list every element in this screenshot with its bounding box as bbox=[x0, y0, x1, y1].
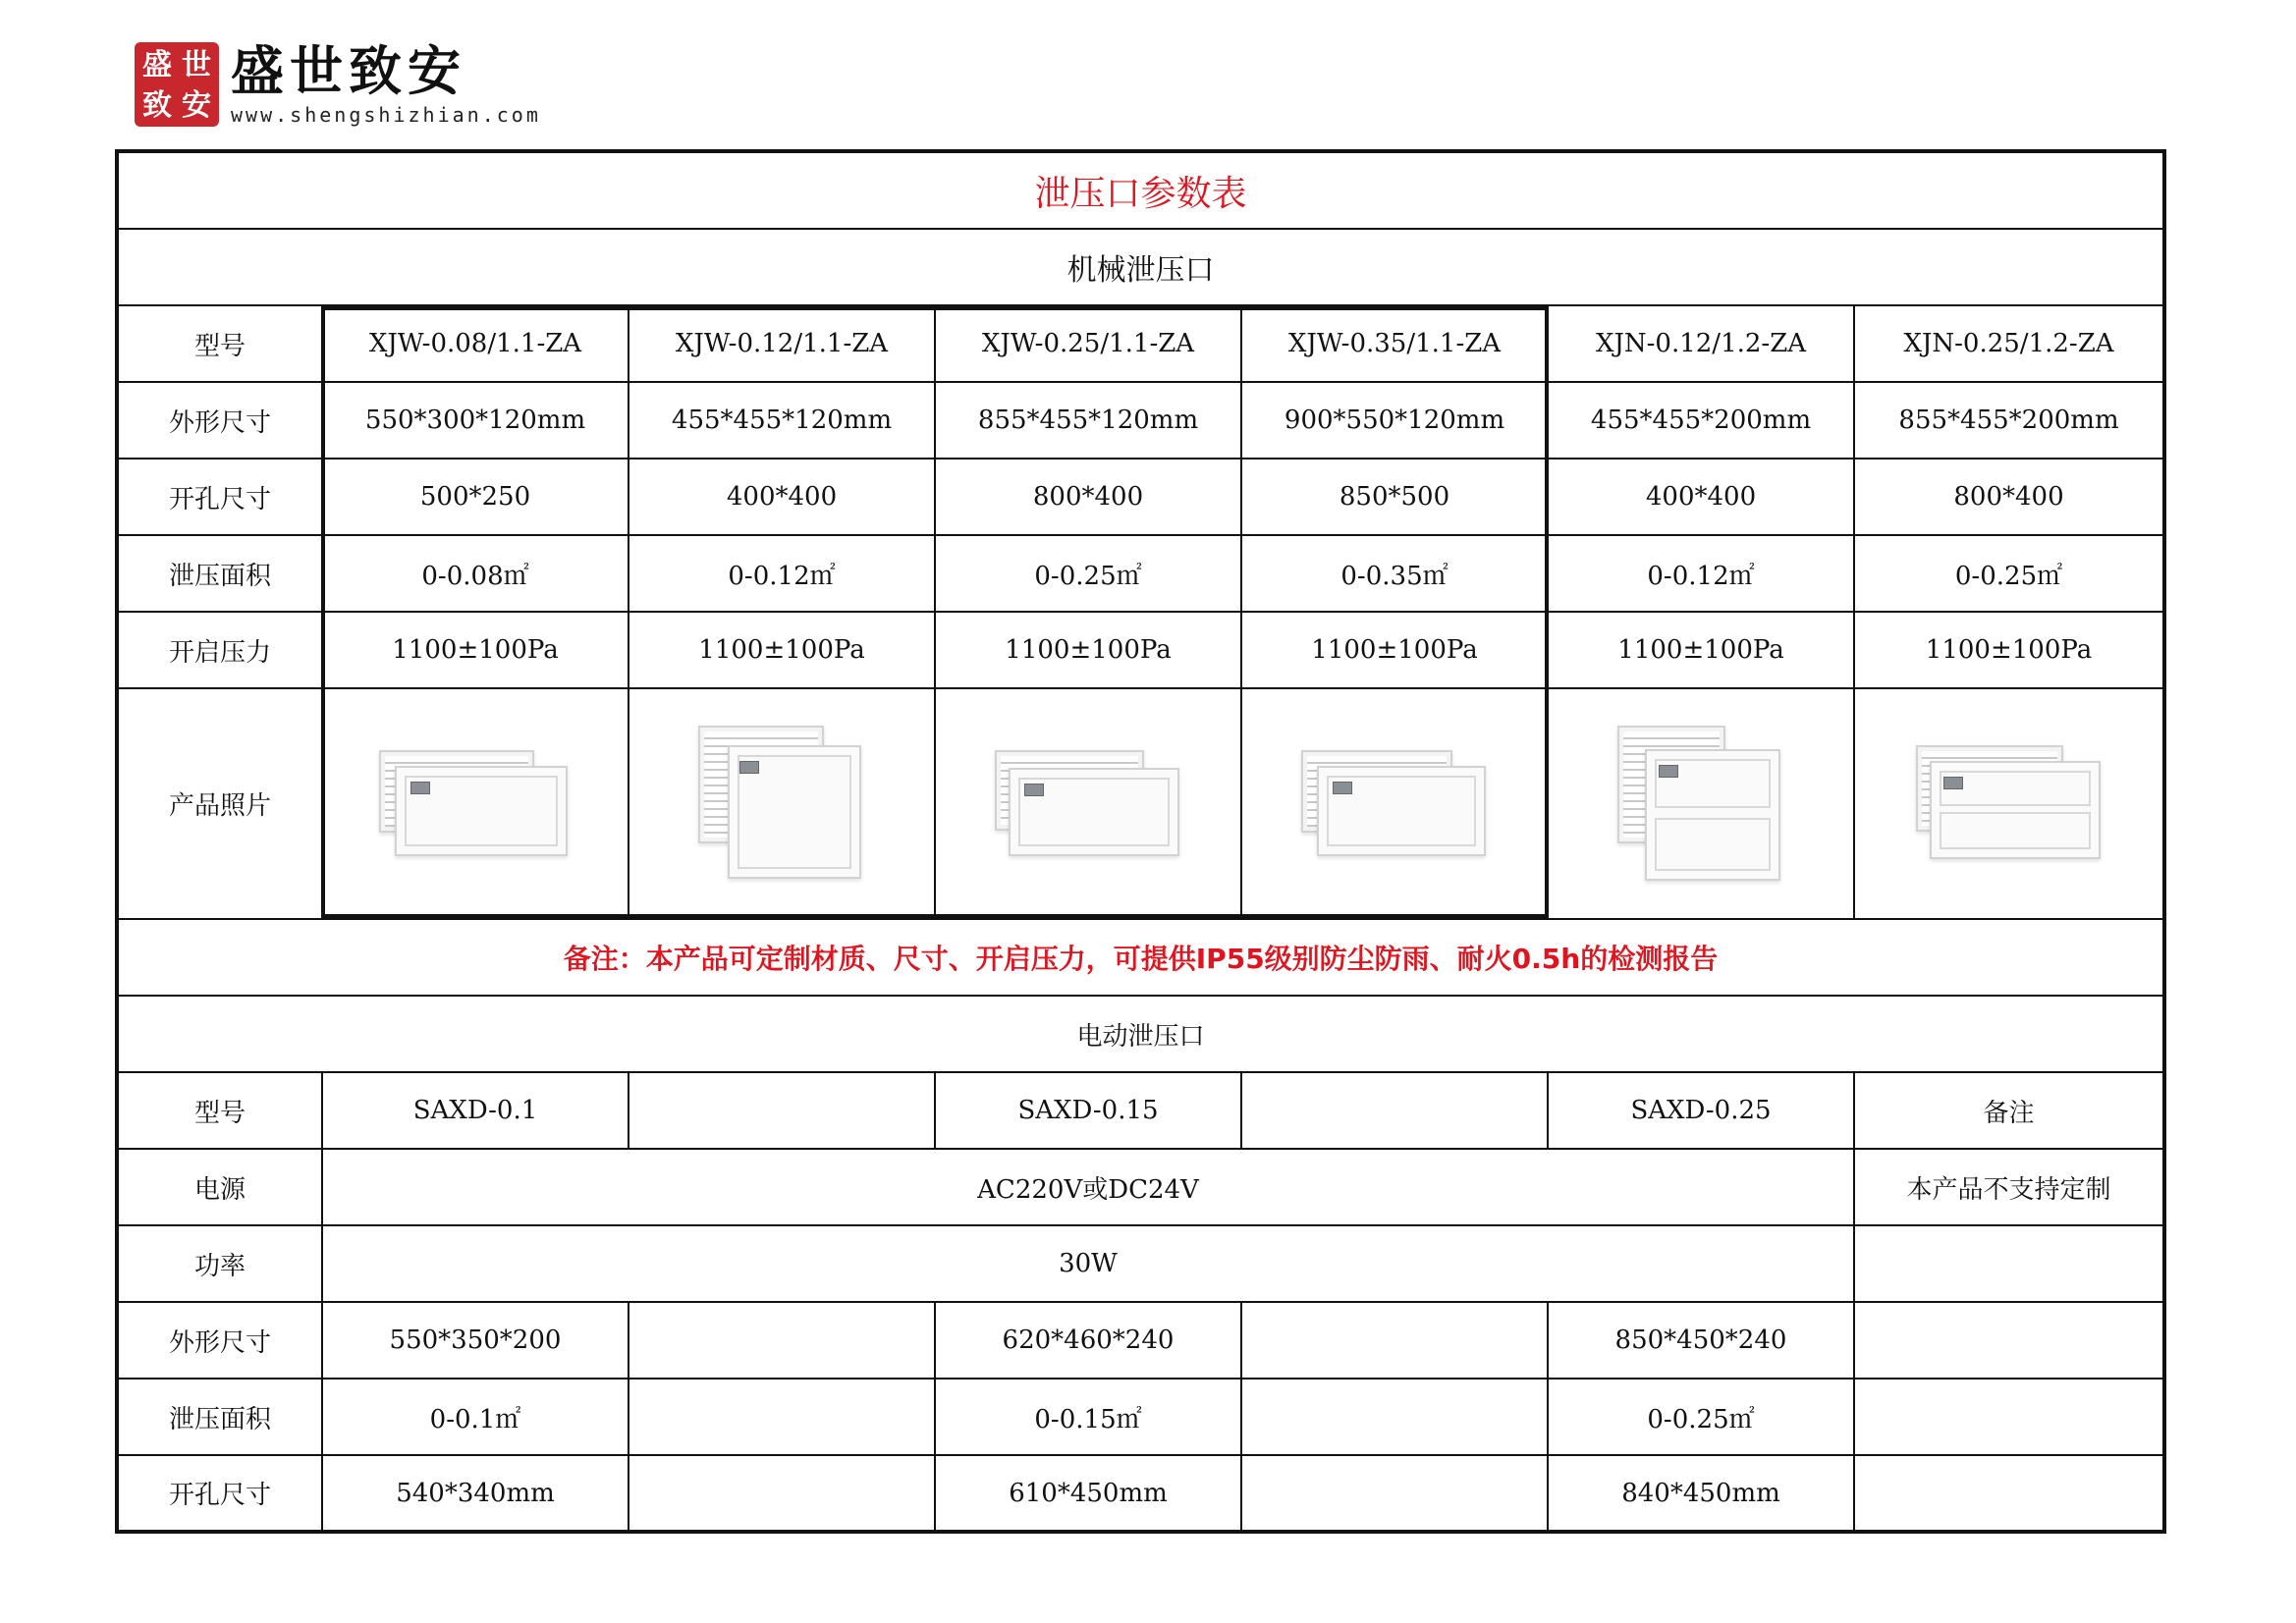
vent-panel-icon bbox=[1916, 745, 2103, 863]
table-cell: AC220V或DC24V bbox=[323, 1150, 1855, 1224]
table-cell: 455*455*120mm bbox=[629, 383, 936, 458]
mechanical-section-title: 机械泄压口 bbox=[1066, 253, 1215, 288]
seal-char: 安 bbox=[182, 88, 211, 123]
table-row bbox=[119, 1303, 2162, 1380]
table-title-row bbox=[119, 153, 2162, 230]
table-cell bbox=[1855, 1303, 2162, 1378]
product-photo bbox=[1549, 689, 1855, 918]
table-cell: 840*450mm bbox=[1549, 1456, 1855, 1530]
vent-panel-icon bbox=[995, 750, 1181, 858]
vent-panel-icon bbox=[379, 750, 572, 858]
table-cell: 0-0.12㎡ bbox=[1549, 536, 1855, 611]
table-row bbox=[119, 536, 2162, 613]
table-cell bbox=[1855, 1380, 2162, 1454]
table-cell: SAXD-0.25 bbox=[1549, 1073, 1855, 1148]
product-photo bbox=[1855, 689, 2162, 918]
table-row bbox=[119, 1150, 2162, 1226]
product-photo-row bbox=[119, 689, 2162, 920]
seal-char: 世 bbox=[182, 48, 211, 82]
electric-section-row bbox=[119, 997, 2162, 1073]
table-cell: XJW-0.12/1.1-ZA bbox=[629, 306, 936, 381]
table-cell: 500*250 bbox=[323, 460, 629, 534]
table-cell: SAXD-0.15 bbox=[936, 1073, 1242, 1148]
table-cell bbox=[1242, 1380, 1549, 1454]
table-cell: 550*300*120mm bbox=[323, 383, 629, 458]
table-cell: 0-0.1㎡ bbox=[323, 1380, 629, 1454]
seal-char: 致 bbox=[142, 88, 172, 123]
row-label: 泄压面积 bbox=[119, 1380, 323, 1454]
table-cell: 0-0.12㎡ bbox=[629, 536, 936, 611]
table-cell: XJW-0.08/1.1-ZA bbox=[323, 306, 629, 381]
table-cell bbox=[629, 1303, 936, 1378]
table-row bbox=[119, 1073, 2162, 1150]
table-cell: 0-0.25㎡ bbox=[1954, 561, 2063, 591]
table-cell: 800*400 bbox=[1953, 482, 2064, 512]
table-cell: 0-0.25㎡ bbox=[936, 536, 1242, 611]
table-row bbox=[119, 460, 2162, 536]
table-cell: 1100±100Pa bbox=[629, 613, 936, 687]
seal-icon bbox=[135, 42, 219, 127]
table-cell: 620*460*240 bbox=[936, 1303, 1242, 1378]
brand-url: www.shengshizhian.com bbox=[231, 103, 541, 127]
vent-panel-icon bbox=[1617, 726, 1784, 883]
table-cell: 540*340mm bbox=[323, 1456, 629, 1530]
table-cell: 400*400 bbox=[629, 460, 936, 534]
table-cell bbox=[1855, 1456, 2162, 1530]
table-cell: 855*455*200mm bbox=[1898, 406, 2119, 435]
row-label: 泄压面积 bbox=[119, 536, 323, 611]
table-cell: 1100±100Pa bbox=[936, 613, 1242, 687]
brand-logo bbox=[135, 39, 541, 130]
remark-text: 本产品不支持定制 bbox=[1906, 1174, 2111, 1205]
table-cell: XJW-0.35/1.1-ZA bbox=[1242, 306, 1549, 381]
table-cell: XJW-0.25/1.1-ZA bbox=[936, 306, 1242, 381]
table-cell: 900*550*120mm bbox=[1242, 383, 1549, 458]
table-row bbox=[119, 306, 2162, 383]
table-cell: XJN-0.25/1.2-ZA bbox=[1903, 329, 2114, 358]
product-photo bbox=[323, 689, 629, 918]
table-cell: 0-0.35㎡ bbox=[1242, 536, 1549, 611]
table-title: 泄压口参数表 bbox=[1034, 173, 1247, 214]
table-cell bbox=[1242, 1456, 1549, 1530]
table-row bbox=[119, 1380, 2162, 1456]
table-cell: SAXD-0.1 bbox=[323, 1073, 629, 1148]
product-photo bbox=[936, 689, 1242, 918]
table-cell: 855*455*120mm bbox=[936, 383, 1242, 458]
row-label: 外形尺寸 bbox=[119, 1303, 323, 1378]
table-cell: 30W bbox=[323, 1226, 1855, 1301]
vent-panel-icon bbox=[698, 726, 865, 883]
table-cell: 610*450mm bbox=[936, 1456, 1242, 1530]
customization-note: 备注：本产品可定制材质、尺寸、开启压力，可提供IP55级别防尘防雨、耐火0.5h的检测报告 bbox=[563, 943, 1719, 975]
table-row bbox=[119, 383, 2162, 460]
table-row bbox=[119, 613, 2162, 689]
table-row bbox=[119, 1226, 2162, 1303]
table-cell: 800*400 bbox=[936, 460, 1242, 534]
table-cell bbox=[629, 1456, 936, 1530]
electric-section-title: 电动泄压口 bbox=[1076, 1021, 1205, 1052]
row-label: 开启压力 bbox=[119, 613, 323, 687]
table-cell: 850*450*240 bbox=[1549, 1303, 1855, 1378]
row-label: 外形尺寸 bbox=[119, 383, 323, 458]
mechanical-section-row bbox=[119, 230, 2162, 306]
row-label: 型号 bbox=[119, 306, 323, 381]
brand-text bbox=[231, 42, 541, 127]
table-cell: 455*455*200mm bbox=[1549, 383, 1855, 458]
table-cell: 400*400 bbox=[1549, 460, 1855, 534]
table-cell bbox=[629, 1073, 936, 1148]
seal-char: 盛 bbox=[142, 48, 172, 82]
table-row bbox=[119, 1456, 2162, 1530]
product-photo bbox=[1242, 689, 1549, 918]
remark-header: 备注 bbox=[1983, 1098, 2035, 1128]
row-label: 型号 bbox=[119, 1073, 323, 1148]
table-cell: 850*500 bbox=[1242, 460, 1549, 534]
table-cell bbox=[1242, 1073, 1549, 1148]
table-cell bbox=[629, 1380, 936, 1454]
row-label: 开孔尺寸 bbox=[119, 460, 323, 534]
product-photo bbox=[629, 689, 936, 918]
row-label: 产品照片 bbox=[119, 689, 323, 918]
note-row bbox=[119, 920, 2162, 997]
table-cell bbox=[1855, 1226, 2162, 1301]
table-cell: 550*350*200 bbox=[323, 1303, 629, 1378]
brand-name: 盛世致安 bbox=[231, 40, 466, 102]
row-label: 电源 bbox=[119, 1150, 323, 1224]
table-cell bbox=[1242, 1303, 1549, 1378]
table-cell: 0-0.25㎡ bbox=[1549, 1380, 1855, 1454]
row-label: 开孔尺寸 bbox=[119, 1456, 323, 1530]
vent-panel-icon bbox=[1301, 750, 1488, 858]
table-cell: 0-0.08㎡ bbox=[323, 536, 629, 611]
table-cell: 1100±100Pa bbox=[1242, 613, 1549, 687]
table-cell: 1100±100Pa bbox=[1549, 613, 1855, 687]
parameter-table bbox=[115, 149, 2166, 1534]
table-cell: 1100±100Pa bbox=[1925, 635, 2093, 665]
table-cell: 1100±100Pa bbox=[323, 613, 629, 687]
table-cell: XJN-0.12/1.2-ZA bbox=[1549, 306, 1855, 381]
row-label: 功率 bbox=[119, 1226, 323, 1301]
table-cell: 0-0.15㎡ bbox=[936, 1380, 1242, 1454]
